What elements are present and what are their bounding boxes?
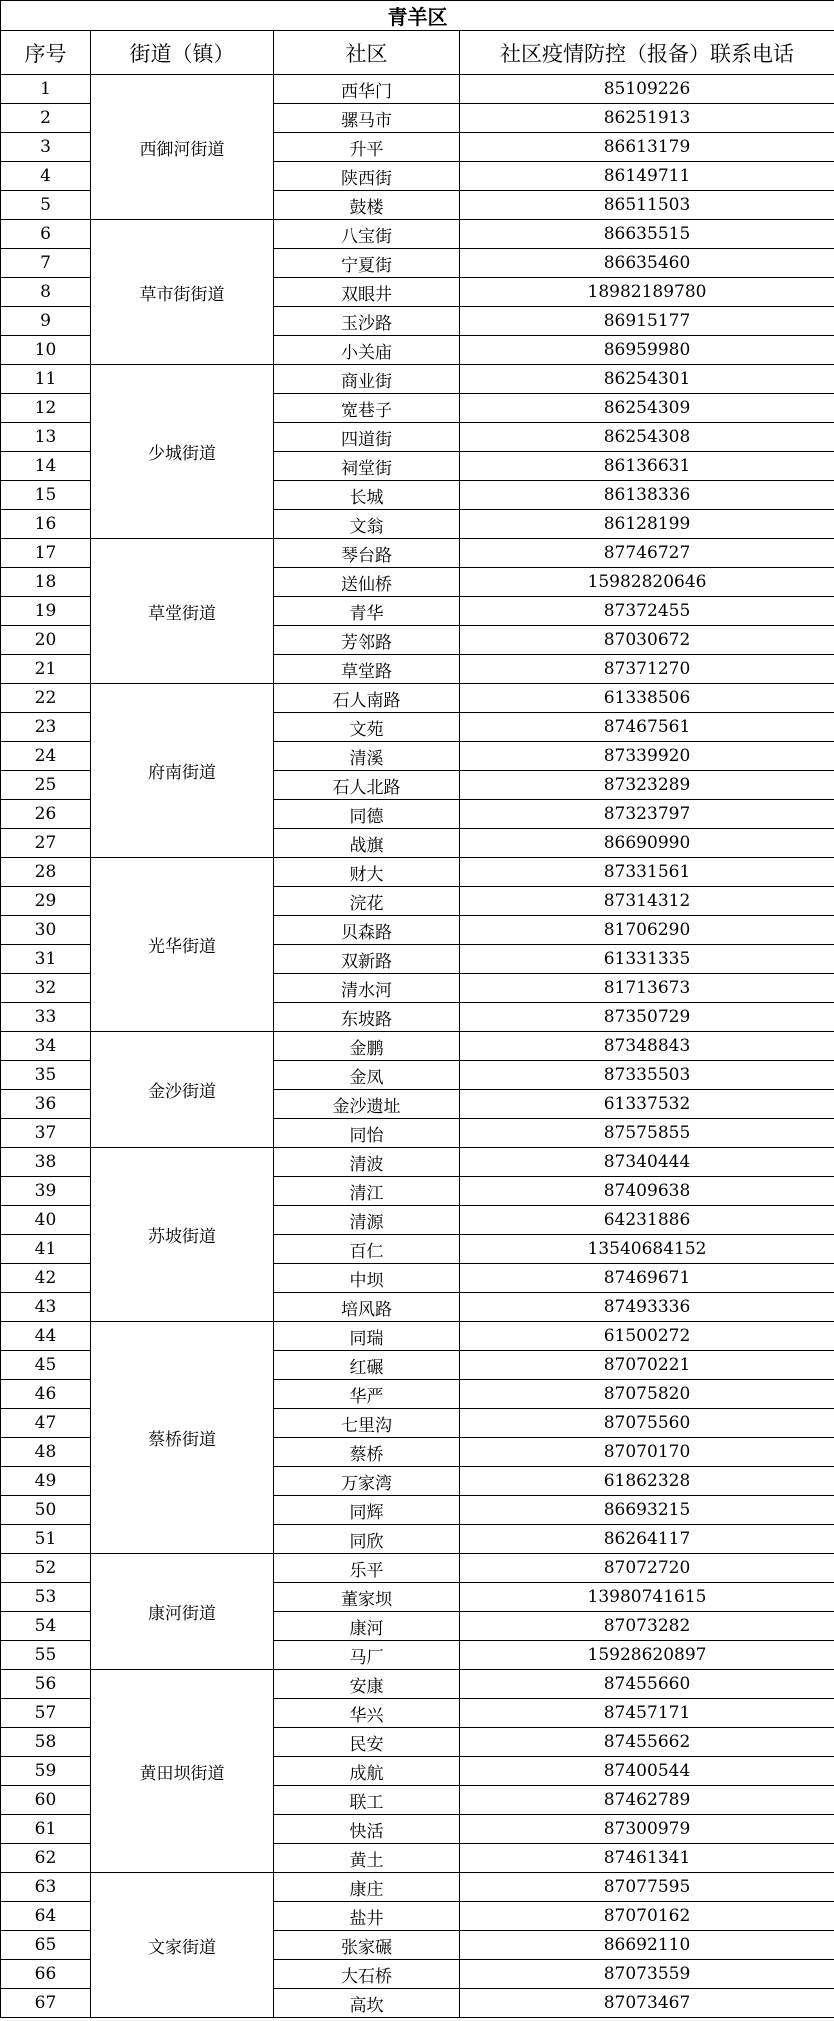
row-index: 31 [1, 945, 91, 974]
phone-cell: 86511503 [460, 191, 834, 220]
street-cell: 文家街道 [91, 1873, 274, 2018]
table-row [1, 1873, 834, 1902]
phone-cell: 13540684152 [460, 1235, 834, 1264]
community-cell: 琴台路 [274, 539, 460, 568]
community-cell: 玉沙路 [274, 307, 460, 336]
community-cell: 康庄 [274, 1873, 460, 1902]
community-cell: 清波 [274, 1148, 460, 1177]
street-cell: 蔡桥街道 [91, 1322, 274, 1554]
phone-cell: 86613179 [460, 133, 834, 162]
header-row [1, 31, 834, 75]
community-cell: 双新路 [274, 945, 460, 974]
phone-cell: 18982189780 [460, 278, 834, 307]
community-cell: 清源 [274, 1206, 460, 1235]
phone-cell: 87493336 [460, 1293, 834, 1322]
community-cell: 东坡路 [274, 1003, 460, 1032]
table-row [1, 1148, 834, 1177]
community-cell: 鼓楼 [274, 191, 460, 220]
row-index: 37 [1, 1119, 91, 1148]
phone-cell: 87073559 [460, 1960, 834, 1989]
phone-cell: 86138336 [460, 481, 834, 510]
community-cell: 战旗 [274, 829, 460, 858]
table-row [1, 1670, 834, 1699]
phone-cell: 13980741615 [460, 1583, 834, 1612]
phone-cell: 81706290 [460, 916, 834, 945]
community-cell: 同辉 [274, 1496, 460, 1525]
community-cell: 石人北路 [274, 771, 460, 800]
row-index: 59 [1, 1757, 91, 1786]
phone-cell: 86254309 [460, 394, 834, 423]
community-cell: 石人南路 [274, 684, 460, 713]
phone-cell: 87457171 [460, 1699, 834, 1728]
phone-cell: 86128199 [460, 510, 834, 539]
community-cell: 同德 [274, 800, 460, 829]
row-index: 24 [1, 742, 91, 771]
street-cell: 西御河街道 [91, 75, 274, 220]
row-index: 26 [1, 800, 91, 829]
row-index: 5 [1, 191, 91, 220]
phone-cell: 87072720 [460, 1554, 834, 1583]
row-index: 47 [1, 1409, 91, 1438]
community-cell: 清溪 [274, 742, 460, 771]
row-index: 43 [1, 1293, 91, 1322]
street-cell: 光华街道 [91, 858, 274, 1032]
table-title: 青羊区 [1, 1, 834, 31]
table-row [1, 1032, 834, 1061]
phone-cell: 87461341 [460, 1844, 834, 1873]
phone-cell: 87372455 [460, 597, 834, 626]
header-phone: 社区疫情防控（报备）联系电话 [460, 31, 834, 75]
phone-cell: 86251913 [460, 104, 834, 133]
community-cell: 双眼井 [274, 278, 460, 307]
community-cell: 百仁 [274, 1235, 460, 1264]
phone-cell: 87339920 [460, 742, 834, 771]
title-row [1, 1, 834, 31]
phone-cell: 87030672 [460, 626, 834, 655]
phone-cell: 87323797 [460, 800, 834, 829]
row-index: 2 [1, 104, 91, 133]
street-cell: 府南街道 [91, 684, 274, 858]
phone-cell: 87075820 [460, 1380, 834, 1409]
header-street: 街道（镇） [91, 31, 274, 75]
community-cell: 青华 [274, 597, 460, 626]
table-row [1, 365, 834, 394]
row-index: 64 [1, 1902, 91, 1931]
phone-cell: 61331335 [460, 945, 834, 974]
community-cell: 华严 [274, 1380, 460, 1409]
row-index: 51 [1, 1525, 91, 1554]
row-index: 25 [1, 771, 91, 800]
row-index: 36 [1, 1090, 91, 1119]
phone-cell: 87314312 [460, 887, 834, 916]
row-index: 63 [1, 1873, 91, 1902]
header-community: 社区 [274, 31, 460, 75]
row-index: 12 [1, 394, 91, 423]
row-index: 13 [1, 423, 91, 452]
row-index: 55 [1, 1641, 91, 1670]
phone-cell: 87467561 [460, 713, 834, 742]
community-cell: 商业街 [274, 365, 460, 394]
row-index: 8 [1, 278, 91, 307]
row-index: 16 [1, 510, 91, 539]
community-cell: 长城 [274, 481, 460, 510]
community-cell: 同瑞 [274, 1322, 460, 1351]
community-cell: 金沙遗址 [274, 1090, 460, 1119]
community-cell: 西华门 [274, 75, 460, 104]
community-cell: 小关庙 [274, 336, 460, 365]
row-index: 10 [1, 336, 91, 365]
phone-cell: 87070221 [460, 1351, 834, 1380]
row-index: 66 [1, 1960, 91, 1989]
row-index: 27 [1, 829, 91, 858]
row-index: 60 [1, 1786, 91, 1815]
row-index: 49 [1, 1467, 91, 1496]
row-index: 35 [1, 1061, 91, 1090]
community-cell: 高坎 [274, 1989, 460, 2018]
phone-cell: 87371270 [460, 655, 834, 684]
phone-cell: 86690990 [460, 829, 834, 858]
row-index: 48 [1, 1438, 91, 1467]
community-cell: 清江 [274, 1177, 460, 1206]
row-index: 29 [1, 887, 91, 916]
community-cell: 培风路 [274, 1293, 460, 1322]
row-index: 42 [1, 1264, 91, 1293]
community-cell: 成航 [274, 1757, 460, 1786]
phone-cell: 64231886 [460, 1206, 834, 1235]
street-cell: 少城街道 [91, 365, 274, 539]
phone-cell: 87455660 [460, 1670, 834, 1699]
community-cell: 同欣 [274, 1525, 460, 1554]
community-cell: 快活 [274, 1815, 460, 1844]
phone-cell: 86254301 [460, 365, 834, 394]
community-cell: 大石桥 [274, 1960, 460, 1989]
community-cell: 八宝街 [274, 220, 460, 249]
table-row [1, 75, 834, 104]
phone-cell: 61500272 [460, 1322, 834, 1351]
community-cell: 芳邻路 [274, 626, 460, 655]
table-row [1, 1554, 834, 1583]
table-row [1, 1322, 834, 1351]
row-index: 34 [1, 1032, 91, 1061]
phone-cell: 86692110 [460, 1931, 834, 1960]
phone-cell: 87348843 [460, 1032, 834, 1061]
community-cell: 升平 [274, 133, 460, 162]
row-index: 1 [1, 75, 91, 104]
phone-cell: 86254308 [460, 423, 834, 452]
row-index: 20 [1, 626, 91, 655]
community-cell: 金凤 [274, 1061, 460, 1090]
phone-cell: 87323289 [460, 771, 834, 800]
phone-cell: 87469671 [460, 1264, 834, 1293]
phone-cell: 86959980 [460, 336, 834, 365]
phone-cell: 87409638 [460, 1177, 834, 1206]
community-cell: 民安 [274, 1728, 460, 1757]
phone-cell: 86264117 [460, 1525, 834, 1554]
phone-cell: 87073467 [460, 1989, 834, 2018]
row-index: 53 [1, 1583, 91, 1612]
row-index: 30 [1, 916, 91, 945]
row-index: 3 [1, 133, 91, 162]
community-cell: 马厂 [274, 1641, 460, 1670]
community-cell: 陕西街 [274, 162, 460, 191]
phone-cell: 87070170 [460, 1438, 834, 1467]
row-index: 6 [1, 220, 91, 249]
row-index: 50 [1, 1496, 91, 1525]
row-index: 11 [1, 365, 91, 394]
row-index: 46 [1, 1380, 91, 1409]
phone-cell: 86635460 [460, 249, 834, 278]
community-cell: 联工 [274, 1786, 460, 1815]
community-cell: 董家坝 [274, 1583, 460, 1612]
table-row [1, 684, 834, 713]
row-index: 58 [1, 1728, 91, 1757]
table-row [1, 220, 834, 249]
row-index: 67 [1, 1989, 91, 2018]
row-index: 19 [1, 597, 91, 626]
street-cell: 草堂街道 [91, 539, 274, 684]
phone-cell: 86693215 [460, 1496, 834, 1525]
phone-cell: 87077595 [460, 1873, 834, 1902]
phone-cell: 87455662 [460, 1728, 834, 1757]
community-cell: 安康 [274, 1670, 460, 1699]
community-cell: 七里沟 [274, 1409, 460, 1438]
table-row [1, 858, 834, 887]
community-cell: 草堂路 [274, 655, 460, 684]
street-cell: 金沙街道 [91, 1032, 274, 1148]
row-index: 14 [1, 452, 91, 481]
row-index: 38 [1, 1148, 91, 1177]
phone-cell: 15928620897 [460, 1641, 834, 1670]
row-index: 23 [1, 713, 91, 742]
community-cell: 蔡桥 [274, 1438, 460, 1467]
row-index: 32 [1, 974, 91, 1003]
street-cell: 草市街街道 [91, 220, 274, 365]
phone-cell: 61862328 [460, 1467, 834, 1496]
row-index: 22 [1, 684, 91, 713]
row-index: 65 [1, 1931, 91, 1960]
phone-cell: 87075560 [460, 1409, 834, 1438]
table-body [1, 75, 834, 2018]
phone-cell: 87300979 [460, 1815, 834, 1844]
community-cell: 盐井 [274, 1902, 460, 1931]
community-cell: 中坝 [274, 1264, 460, 1293]
community-cell: 宽巷子 [274, 394, 460, 423]
row-index: 56 [1, 1670, 91, 1699]
community-cell: 文翁 [274, 510, 460, 539]
row-index: 9 [1, 307, 91, 336]
phone-cell: 86635515 [460, 220, 834, 249]
community-cell: 祠堂街 [274, 452, 460, 481]
phone-cell: 87335503 [460, 1061, 834, 1090]
community-cell: 张家碾 [274, 1931, 460, 1960]
community-cell: 康河 [274, 1612, 460, 1641]
community-cell: 万家湾 [274, 1467, 460, 1496]
community-cell: 红碾 [274, 1351, 460, 1380]
row-index: 44 [1, 1322, 91, 1351]
phone-cell: 87462789 [460, 1786, 834, 1815]
row-index: 21 [1, 655, 91, 684]
community-cell: 浣花 [274, 887, 460, 916]
street-cell: 黄田坝街道 [91, 1670, 274, 1873]
row-index: 7 [1, 249, 91, 278]
row-index: 41 [1, 1235, 91, 1264]
community-cell: 文苑 [274, 713, 460, 742]
street-cell: 康河街道 [91, 1554, 274, 1670]
row-index: 61 [1, 1815, 91, 1844]
community-cell: 送仙桥 [274, 568, 460, 597]
phone-cell: 87331561 [460, 858, 834, 887]
phone-cell: 61338506 [460, 684, 834, 713]
row-index: 62 [1, 1844, 91, 1873]
row-index: 33 [1, 1003, 91, 1032]
row-index: 15 [1, 481, 91, 510]
row-index: 28 [1, 858, 91, 887]
row-index: 45 [1, 1351, 91, 1380]
community-cell: 骡马市 [274, 104, 460, 133]
community-cell: 四道街 [274, 423, 460, 452]
header-index: 序号 [1, 31, 91, 75]
phone-cell: 86136631 [460, 452, 834, 481]
community-cell: 金鹏 [274, 1032, 460, 1061]
community-cell: 清水河 [274, 974, 460, 1003]
phone-cell: 81713673 [460, 974, 834, 1003]
community-cell: 乐平 [274, 1554, 460, 1583]
row-index: 52 [1, 1554, 91, 1583]
community-cell: 宁夏街 [274, 249, 460, 278]
row-index: 39 [1, 1177, 91, 1206]
row-index: 54 [1, 1612, 91, 1641]
row-index: 4 [1, 162, 91, 191]
community-cell: 贝森路 [274, 916, 460, 945]
phone-cell: 61337532 [460, 1090, 834, 1119]
table-row [1, 539, 834, 568]
community-cell: 黄土 [274, 1844, 460, 1873]
community-cell: 财大 [274, 858, 460, 887]
phone-cell: 87073282 [460, 1612, 834, 1641]
phone-cell: 85109226 [460, 75, 834, 104]
phone-cell: 86915177 [460, 307, 834, 336]
row-index: 57 [1, 1699, 91, 1728]
phone-cell: 87575855 [460, 1119, 834, 1148]
row-index: 40 [1, 1206, 91, 1235]
phone-cell: 87746727 [460, 539, 834, 568]
phone-cell: 15982820646 [460, 568, 834, 597]
phone-cell: 87340444 [460, 1148, 834, 1177]
row-index: 17 [1, 539, 91, 568]
phone-cell: 87070162 [460, 1902, 834, 1931]
community-cell: 华兴 [274, 1699, 460, 1728]
row-index: 18 [1, 568, 91, 597]
phone-cell: 87400544 [460, 1757, 834, 1786]
phone-cell: 86149711 [460, 162, 834, 191]
street-cell: 苏坡街道 [91, 1148, 274, 1322]
community-cell: 同怡 [274, 1119, 460, 1148]
phone-cell: 87350729 [460, 1003, 834, 1032]
